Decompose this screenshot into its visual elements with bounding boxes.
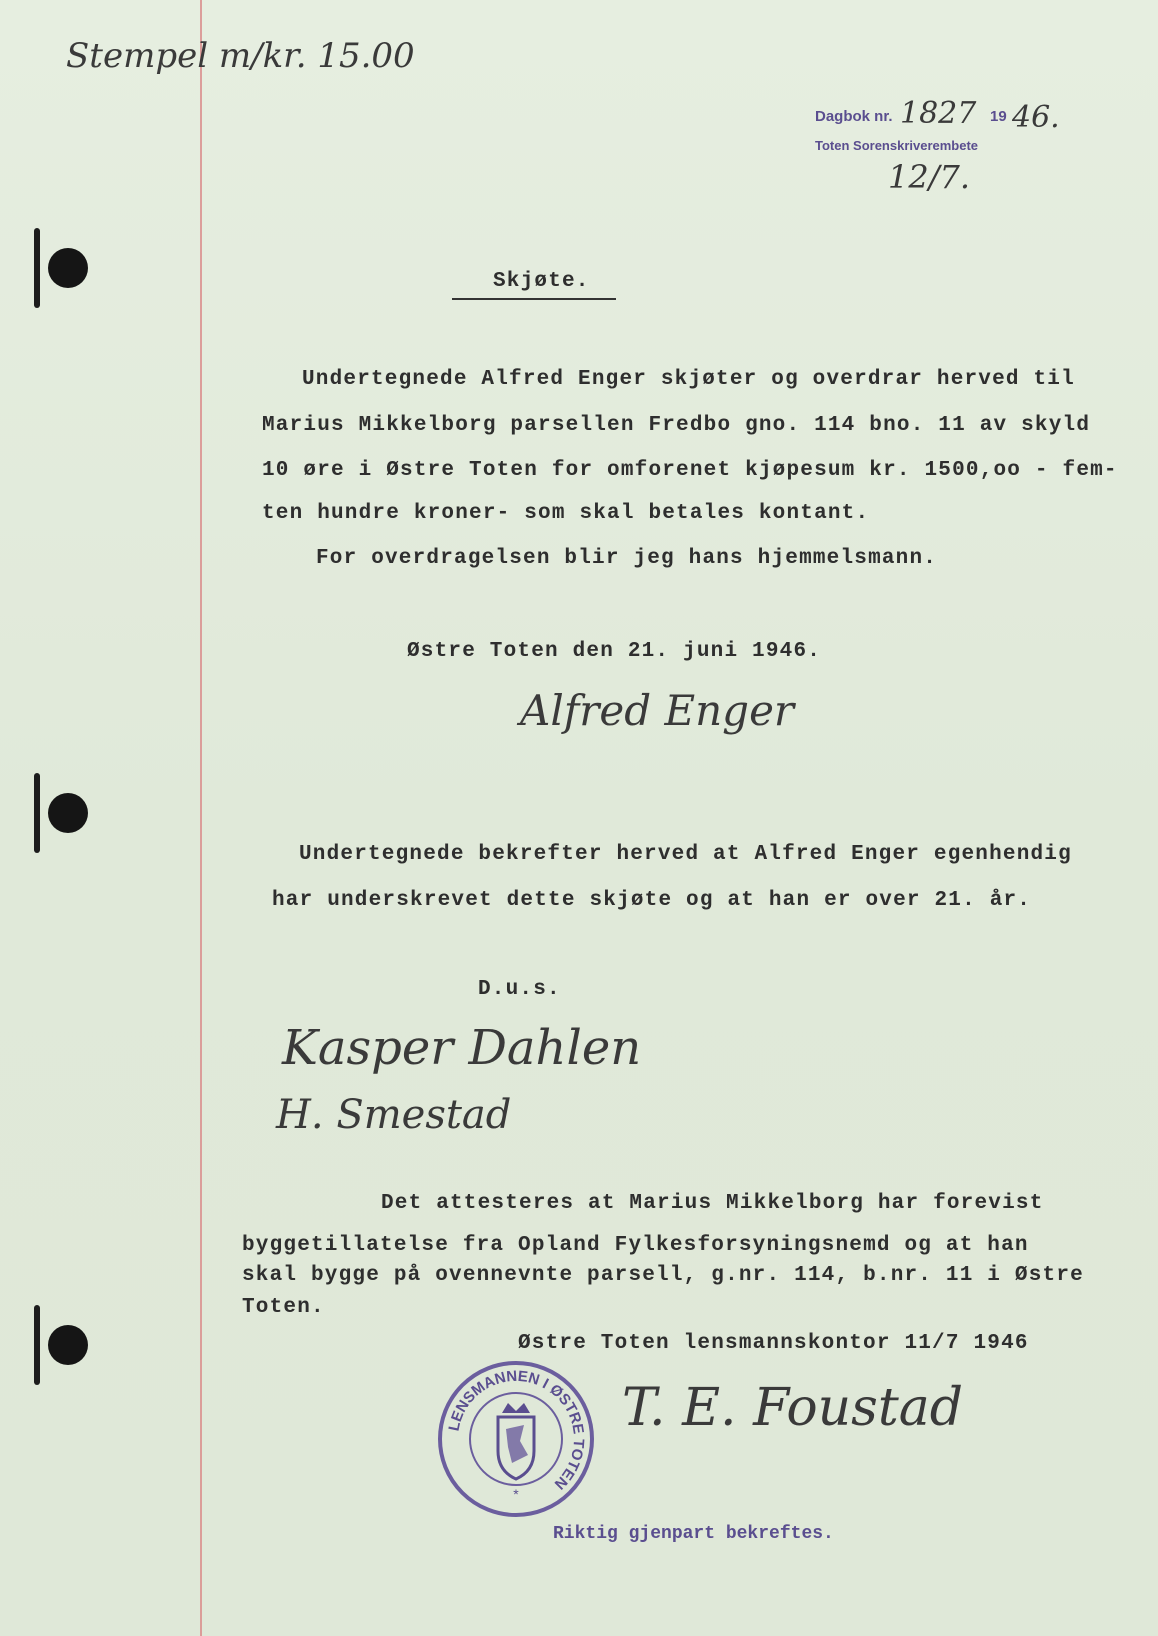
dagbok-date: 12/7. <box>888 158 971 196</box>
witness-line-2: har underskrevet dette skjøte og at han er over 21. år. <box>272 889 1032 912</box>
place-date: Østre Toten den 21. juni 1946. <box>407 640 822 663</box>
dagbok-year-prefix: 19 <box>990 108 1007 125</box>
punch-hole-bottom <box>48 1325 88 1365</box>
signature-kasper-dahlen: Kasper Dahlen <box>282 1020 642 1076</box>
svg-text:LENSMANNEN I ØSTRE TOTEN: LENSMANNEN I ØSTRE TOTEN <box>445 1367 588 1493</box>
title-underline <box>452 298 616 300</box>
dus-label: D.u.s. <box>478 978 561 1001</box>
punch-hole-top <box>48 248 88 288</box>
body-line-3: 10 øre i Østre Toten for omforenet kjøpesum kr. 1500,oo - fem- <box>262 459 1118 482</box>
attest-line-4: Toten. <box>242 1296 325 1319</box>
stamp-duty-note: Stempel m/kr. 15.00 <box>66 36 415 76</box>
punch-hole-middle <box>48 793 88 833</box>
body-line-2: Marius Mikkelborg parsellen Fredbo gno. 114 bno. 11 av skyld <box>262 414 1091 437</box>
attest-line-2: byggetillatelse fra Opland Fylkesforsyningsnemd og at han <box>242 1234 1029 1257</box>
office-date: Østre Toten lensmannskontor 11/7 1946 <box>518 1332 1029 1355</box>
dagbok-office: Toten Sorenskriverembete <box>815 138 979 153</box>
attest-line-3: skal bygge på ovennevnte parsell, g.nr. 114, b.nr. 11 i Østre <box>242 1264 1084 1287</box>
signature-official: T. E. Foustad <box>622 1378 964 1438</box>
witness-line-1: Undertegnede bekrefter herved at Alfred Enger egenhendig <box>299 843 1072 866</box>
lensmann-seal <box>436 1359 596 1519</box>
body-line-1: Undertegnede Alfred Enger skjøter og overdrar herved til <box>302 368 1075 391</box>
dagbok-number: 1827 <box>900 96 977 131</box>
certified-copy-stamp: Riktig gjenpart bekreftes. <box>553 1524 834 1544</box>
signature-h-smestad: H. Smestad <box>276 1092 512 1138</box>
body-line-5: For overdragelsen blir jeg hans hjemmelsmann. <box>316 547 938 570</box>
body-line-4: ten hundre kroner- som skal betales kontant. <box>262 502 870 525</box>
margin-rule <box>200 0 202 1636</box>
signature-alfred-enger: Alfred Enger <box>520 686 795 735</box>
document-title: Skjøte. <box>493 270 590 293</box>
dagbok-year: 46. <box>1012 100 1060 135</box>
dagbok-label: Dagbok nr. <box>815 108 893 125</box>
attest-line-1: Det attesteres at Marius Mikkelborg har forevist <box>381 1192 1044 1215</box>
svg-text:*: * <box>513 1486 519 1502</box>
